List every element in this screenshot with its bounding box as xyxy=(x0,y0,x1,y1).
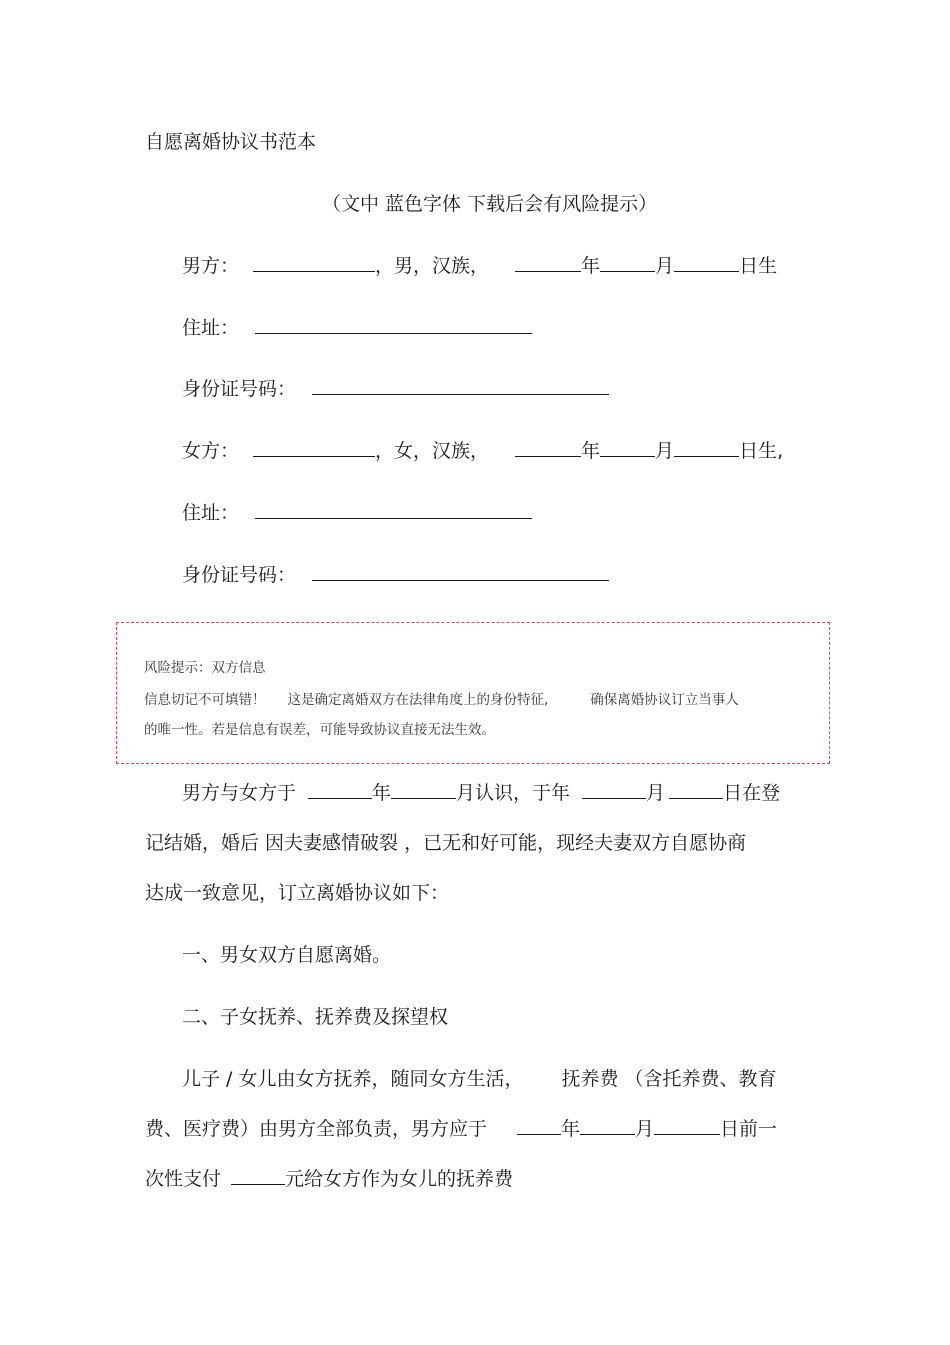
wife-address-blank[interactable] xyxy=(255,501,532,519)
payment-year-blank[interactable] xyxy=(517,1117,561,1135)
payment-day-blank[interactable] xyxy=(654,1117,720,1135)
wife-address-label: 住址： xyxy=(182,502,240,524)
husband-address-line xyxy=(182,316,532,340)
husband-born-label: 日生 xyxy=(739,255,778,277)
body-para1-line2: 记结婚，婚后 因夫妻感情破裂 ，已无和好可能，现经夫妻双方自愿协商 xyxy=(145,832,747,854)
risk-line1-part-a: 信息切记不可填错！ xyxy=(144,692,266,708)
wife-label: 女方： xyxy=(182,440,240,462)
wife-details: ，女，汉族， xyxy=(375,440,490,462)
wife-id-blank[interactable] xyxy=(312,563,609,581)
wife-id-label: 身份证号码： xyxy=(182,564,297,586)
payment-month-blank[interactable] xyxy=(580,1117,635,1135)
payment-month-label: 月 xyxy=(635,1118,655,1140)
husband-month-blank[interactable] xyxy=(600,254,655,272)
marry-month-label: 月 xyxy=(646,782,666,804)
lump-sum-text: 次性支付 xyxy=(145,1168,222,1190)
wife-day-blank[interactable] xyxy=(674,439,739,457)
body-para1-line3: 达成一致意见，订立离婚协议如下： xyxy=(145,882,450,904)
husband-address-blank[interactable] xyxy=(255,316,532,334)
husband-address-label: 住址： xyxy=(182,317,240,339)
husband-id-blank[interactable] xyxy=(312,377,609,395)
body-para2-line2 xyxy=(145,1117,777,1141)
payment-text: 费、医疗费）由男方全部负责，男方应于 xyxy=(145,1118,488,1140)
meet-month-blank[interactable] xyxy=(391,781,456,799)
husband-year-label: 年 xyxy=(581,255,601,277)
wife-born-label: 日生, xyxy=(739,440,784,462)
amount-blank[interactable] xyxy=(231,1167,285,1185)
husband-label: 男方： xyxy=(182,255,240,277)
husband-day-blank[interactable] xyxy=(674,254,739,272)
husband-month-label: 月 xyxy=(655,255,675,277)
body-para1-line1 xyxy=(182,781,780,805)
meet-year-blank[interactable] xyxy=(308,781,372,799)
clause-1: 一、男女双方自愿离婚。 xyxy=(182,944,392,966)
wife-year-label: 年 xyxy=(581,440,601,462)
wife-year-blank[interactable] xyxy=(515,439,581,457)
doc-title: 自愿离婚协议书范本 xyxy=(145,131,317,153)
payment-year-label: 年 xyxy=(561,1118,581,1140)
risk-line1-part-b: 这是确定离婚双方在法律角度上的身份特征, xyxy=(287,692,549,708)
meet-year-label: 年 xyxy=(372,782,392,804)
meet-text: 男方与女方于 xyxy=(182,782,297,804)
wife-name-blank[interactable] xyxy=(253,439,375,457)
body-para2-line1 xyxy=(182,1067,777,1091)
body-para2-line3 xyxy=(145,1167,513,1191)
wife-month-blank[interactable] xyxy=(600,439,655,457)
wife-line xyxy=(182,439,783,463)
clause-2: 二、子女抚养、抚养费及探望权 xyxy=(182,1006,449,1028)
marry-month-blank[interactable] xyxy=(582,781,646,799)
husband-id-label: 身份证号码： xyxy=(182,378,297,400)
doc-subtitle: （文中 蓝色字体 下载后会有风险提示） xyxy=(322,193,658,215)
husband-id-line xyxy=(182,377,609,401)
risk-notice-line1 xyxy=(144,691,739,709)
risk-notice-heading: 风险提示：双方信息 xyxy=(144,660,266,676)
custody-text: 儿子 / 女儿由女方抚养，随同女方生活， xyxy=(182,1068,524,1090)
wife-month-label: 月 xyxy=(655,440,675,462)
marry-day-blank[interactable] xyxy=(669,781,723,799)
amount-text: 元给女方作为女儿的抚养费 xyxy=(285,1168,514,1190)
risk-line1-part-c: 确保离婚协议订立当事人 xyxy=(590,692,739,708)
payment-day-label: 日前一 xyxy=(720,1118,778,1140)
risk-notice-line2: 的唯一性。若是信息有误差，可能导致协议直接无法生效。 xyxy=(144,722,495,738)
marry-day-label: 日在登 xyxy=(723,782,781,804)
husband-details: ，男，汉族， xyxy=(375,255,490,277)
support-text: 抚养费 （含托养费、教育 xyxy=(561,1068,777,1090)
husband-name-blank[interactable] xyxy=(253,254,375,272)
husband-line xyxy=(182,254,777,278)
meet-month-label: 月认识，于年 xyxy=(456,782,571,804)
wife-address-line xyxy=(182,501,532,525)
husband-year-blank[interactable] xyxy=(515,254,581,272)
wife-id-line xyxy=(182,563,609,587)
